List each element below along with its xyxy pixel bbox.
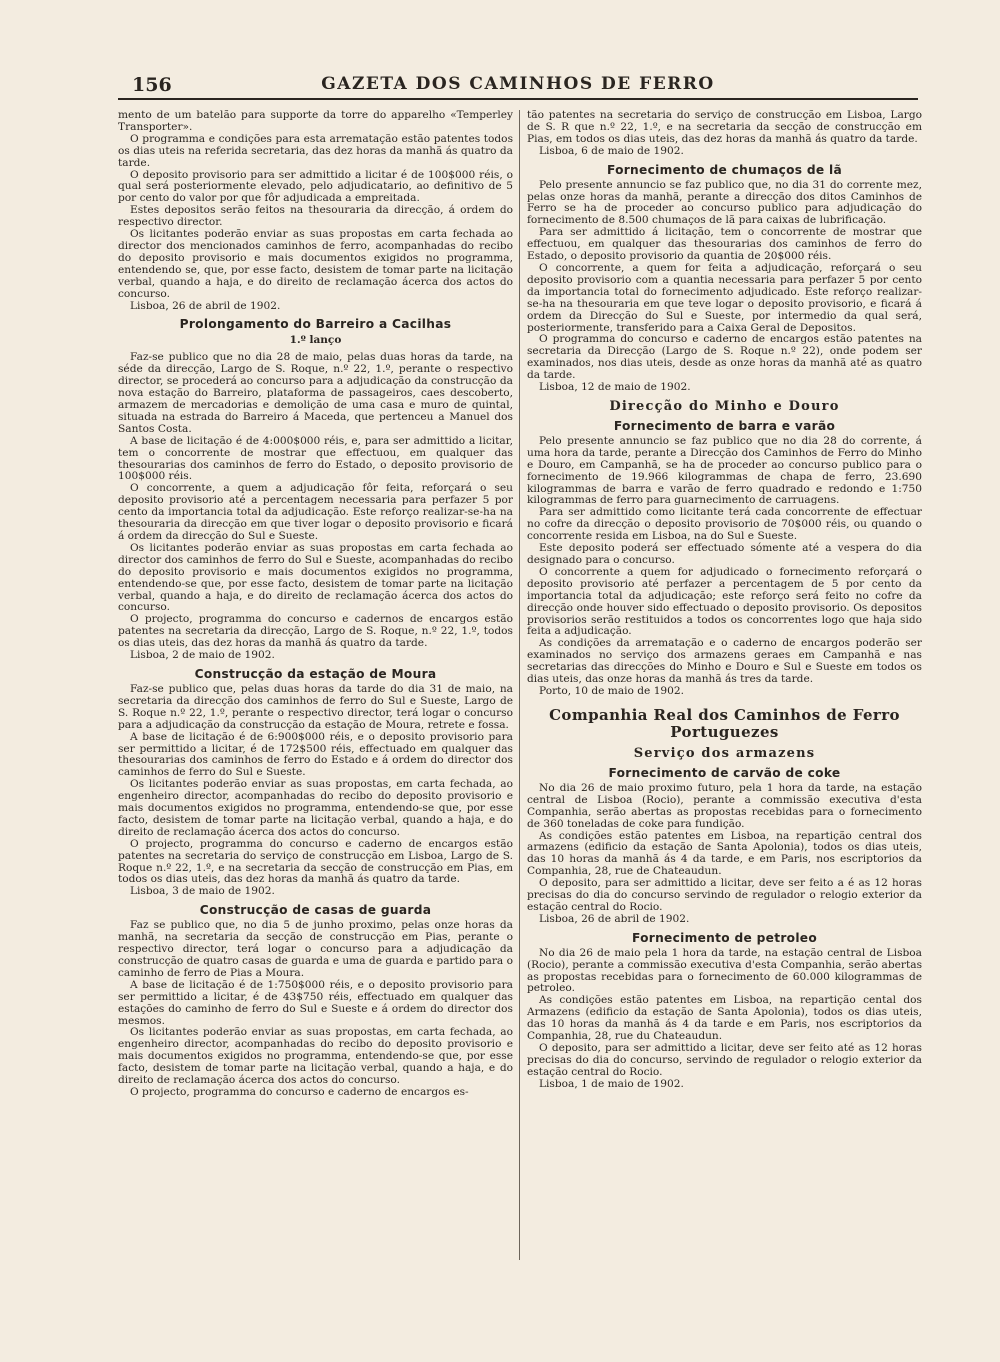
section-heading: Direcção do Minho e Douro	[609, 398, 840, 414]
column-divider	[519, 110, 520, 1260]
section-subheading: Fornecimento de petroleo	[631, 930, 818, 945]
section-heading: Construcção de casas de guarda	[199, 903, 432, 918]
paragraph: Para ser admittido como licitante terá cada concorrente de effectuar no cofre da direcção o deposito provisorio de 70$000 réis, ou quando o concorrente resida em Lisboa, na do Sul e Sueste.	[527, 506, 922, 543]
company-heading: Companhia Real dos Caminhos de Ferro Portuguezes	[549, 705, 900, 741]
section-heading: Fornecimento de chumaços de lã	[606, 162, 843, 177]
paragraph: A base de licitação é de 4:000$000 réis, e, para ser admittido a licitar, tem o concorrente de mostrar que effectuou, em qualquer das thesourarias dos caminhos de ferro do Estado, o deposito provisorio de 100$000 réis.	[118, 434, 513, 483]
paragraph: O concorrente, a quem a adjudicação fôr feita, reforçará o seu deposito provisorio até a percentagem necessaria para perfazer 5 por cento da importancia total da adjudicação. Este reforço realizar-se-ha na thesouraria da direcção em que tiver logar o deposito provisorio e ficará á ordem da direcção do Sul e Sueste.	[118, 482, 513, 542]
dateline: Lisboa, 1 de maio de 1902.	[539, 1077, 684, 1090]
paragraph: A base de licitação é de 6:900$000 réis, e o deposito provisorio para ser permittido a licitar, é de 172$500 réis, effectuado em qualquer das thesourarias dos caminhos de ferro do Estado e á ordem do director dos caminhos de ferro do Sul e Sueste.	[118, 730, 513, 779]
paragraph: As condições estão patentes em Lisboa, na repartição cental dos Armazens (edificio da estação de Santa Apolonia), todos os dias uteis, das 10 horas da manhã ás 4 da tarde e em Paris, nos escriptorios da Companhia, 28, rue du Chateaudun.	[527, 994, 922, 1043]
section-heading: Serviço dos armazens	[633, 745, 816, 761]
dateline: Lisboa, 26 de abril de 1902.	[539, 912, 690, 925]
dateline: Porto, 10 de maio de 1902.	[539, 684, 685, 697]
paragraph: mento de um batelão para supporte da torre do apparelho «Temperley Transporter».	[118, 109, 513, 133]
paragraph: No dia 26 de maio proximo futuro, pela 1 hora da tarde, na estação central de Lisboa (Rocio), perante a commissão executiva d'esta Companhia, serão abertas as propostas recebidas para o fornecimento de 360 toneladas de coke para fundição.	[527, 781, 922, 830]
paragraph: Os licitantes poderão enviar as suas propostas, em carta fechada, ao engenheiro director, acompanhadas do recibo do deposito provisorio e mais documentos exigidos no programma, entendendo-se que, por esse facto, desistem de tomar parte na licitação verbal, quando a haja, e do direito de reclamação ácerca dos actos do concurso.	[118, 1026, 513, 1087]
paragraph: Faz-se publico que, pelas duas horas da tarde do dia 31 de maio, na secretaria da direcção dos caminhos de ferro do Sul e Sueste, Largo de S. Roque n.º 22, 1.º, perante o respectivo director, terá logar o concurso para a adjudicação da construcção da estação de Moura, retrete e fossa.	[118, 682, 513, 731]
dateline: Lisboa, 26 de abril de 1902.	[130, 299, 281, 312]
paragraph: O concorrente, a quem for feita a adjudicação, reforçará o seu deposito provisorio com a quantia necessaria para perfazer 5 por cento da importancia total do fornecimento adjudicado. Este reforço realizar-se-ha na thesouraria em que teve logar o deposito provisorio, e ficará á ordem da Direcção do Sul e Sueste, por intermedio da qual será, posteriormente, transferido para a Caixa Geral de Depositos.	[527, 261, 922, 334]
paragraph: Os licitantes poderão enviar as suas propostas em carta fechada ao director dos caminhos de ferro do Sul e Sueste, acompanhadas do recibo do deposito provisorio e mais documentos exigidos no programma, entendendo-se que, por esse facto, desistem de tomar parte na licitação verbal, quando a haja, e do direito de reclamação ácerca dos actos do concurso.	[118, 541, 513, 614]
paragraph: As condições da arrematação e o caderno de encargos poderão ser examinados no serviço dos armazens geraes em Campanhã e nas secretarias das direcções do Minho e Douro e Sul e Sueste em todos os dias uteis, das onze horas da manhã ás tres da tarde.	[527, 637, 922, 686]
paragraph: Estes depositos serão feitos na thesouraria da direcção, á ordem do respectivo director.	[118, 204, 513, 229]
section-heading: Prolongamento do Barreiro a Cacilhas	[179, 317, 452, 332]
paragraph: Faz-se publico que no dia 28 de maio, pelas duas horas da tarde, na séde da direcção, Largo de S. Roque, n.º 22, 1.º, perante o respectivo director, se procederá ao concurso para a adjudicação da construcção da nova estação do Barreiro, plataforma de passageiros, caes descoberto, armazem de mercadorias e demolição de uma casa e muro de quintal, situada na estrada do Barreiro á Maceda, que pertenceu a Manuel dos Santos Costa.	[118, 351, 513, 435]
dateline: Lisboa, 3 de maio de 1902.	[130, 885, 275, 898]
paragraph: O deposito, para ser admittido a licitar, deve ser feito até as 12 horas precisas do dia do concurso, servindo de regulador o relogio exterior da estação central do Rocio.	[527, 1042, 922, 1078]
paragraph: Os licitantes poderão enviar as suas propostas em carta fechada ao director dos mencionados caminhos de ferro, acompanhadas do recibo do deposito provisorio e mais documentos exigidos no programma, entendendo se, que, por esse facto, desistem de tomar parte na licitação verbal, quando a haja, e do direito de reclamação ácerca dos actos do concurso.	[118, 228, 513, 300]
paragraph: As condições estão patentes em Lisboa, na repartição central dos armazens (edificio da estação de Santa Apolonia), todos os dias uteis, das 10 horas da manhã ás 4 da tarde, e em Paris, nos escriptorios da Companhia, 28, rue de Chateaudun.	[527, 829, 922, 878]
paragraph: Os licitantes poderão enviar as suas propostas, em carta fechada, ao engenheiro director, acompanhadas do recibo do deposito provisorio e mais documentos exigidos no programma, entendendo-se que, por esse facto, desistem de tomar parte na licitação verbal, quando a haja, e do direito de reclamação ácerca dos actos do concurso.	[118, 778, 513, 838]
paragraph: A base de licitação é de 1:750$000 réis, e o deposito provisorio para ser permittido a licitar, é de 43$750 réis, effectuado em qualquer das estações do caminho de ferro do Sul e Sueste e á ordem do director dos mesmos.	[118, 978, 513, 1027]
right-column	[527, 110, 922, 1093]
paragraph: O projecto, programma do concurso e caderno de encargos estão patentes na secretaria do serviço de construcção em Lisboa, Largo de S. Roque n.º 22, 1.º, e na secretaria da secção de construcção em Pias, em todos os dias uteis, das dez horas da manhã ás quatro da tarde.	[118, 837, 513, 886]
paragraph: O concorrente a quem for adjudicado o fornecimento reforçará o deposito provisorio até perfazer a percentagem de 5 por cento da importancia total da adjudicação; este reforço será feito no cofre da direcção onde houver sido effectuado o deposito provisorio. Os depositos provisorios serão restituidos a todos os concorrentes logo que haja sido feita a adjudicação.	[527, 565, 922, 638]
paragraph: O programma e condições para esta arrematação estão patentes todos os dias uteis na referida secretaria, das dez horas da manhã ás quatro da tarde.	[118, 132, 513, 169]
running-title: GAZETA DOS CAMINHOS DE FERRO	[321, 74, 715, 94]
paragraph: Faz se publico que, no dia 5 de junho proximo, pelas onze horas da manhã, na secretaria da secção de construcção em Pias, perante o respectivo director, terá logar o concurso para a adjudicação da construcção de quatro casas de guarda e uma de guarda e partido para o caminho de ferro de Pias a Moura.	[118, 919, 513, 979]
paragraph: No dia 26 de maio pela 1 hora da tarde, na estação central de Lisboa (Rocio), perante a commissão executiva d'esta Companhia, serão abertas as propostas recebidas para o fornecimento de 60.000 kilogrammas de petroleo.	[527, 946, 922, 995]
paragraph: tão patentes na secretaria do serviço de construcção em Lisboa, Largo de S. R que n.º 22, 1.º, e na secretaria da secção de construcção em Pias, em todos os dias uteis, das dez horas da manhã ás quatro da tarde.	[527, 109, 922, 145]
paragraph: Pelo presente annuncio se faz publico que, no dia 31 do corrente mez, pelas onze horas da manhã, perante a direcção dos ditos Caminhos de Ferro se ha de proceder ao concurso publico para adjudicação do fornecimento de 8.500 chumaços de lã para caixas de lubrificação.	[527, 178, 922, 227]
dateline: Lisboa, 2 de maio de 1902.	[130, 649, 275, 662]
dateline: Lisboa, 12 de maio de 1902.	[539, 381, 691, 394]
paragraph: O deposito provisorio para ser admittido a licitar é de 100$000 réis, o qual será posteriormente elevado, pelo adjudicatario, ao definitivo de 5 por cento do valor por que fôr adjudicada a empreitada.	[118, 168, 513, 205]
section-subheading: 1.º lanço	[289, 334, 342, 347]
paragraph: O projecto, programma do concurso e cadernos de encargos estão patentes na secretaria da direcção, Largo de S. Roque, n.º 22, 1.º, todos os dias uteis, das dez horas da manhã ás quatro da tarde.	[118, 613, 513, 650]
page-number: 156	[132, 74, 172, 96]
section-subheading: Fornecimento de carvão de coke	[608, 765, 841, 780]
paragraph: Pelo presente annuncio se faz publico que no dia 28 do corrente, á uma hora da tarde, perante a Direcção dos Caminhos de Ferro do Minho e Douro, em Campanhã, se ha de proceder ao concurso publico para o fornecimento de 19.966 kilogrammas de chapa de ferro, 23.690 kilogrammas de barra e varão de ferro quadrado e redondo e 1:750 kilogrammas de ferro para guarnecimento de carruagens.	[527, 434, 922, 507]
paragraph: O projecto, programma do concurso e caderno de encargos es-	[130, 1085, 469, 1098]
dateline: Lisboa, 6 de maio de 1902.	[539, 144, 684, 157]
paragraph: Este deposito poderá ser effectuado sómente até a vespera do dia designado para o concurso.	[527, 542, 922, 566]
page-header	[118, 74, 918, 100]
paragraph: O programma do concurso e caderno de encargos estão patentes na secretaria da Direcção (Largo de S. Roque n.º 22), onde podem ser examinados, nos dias uteis, desde as onze horas da manhã até as quatro da tarde.	[527, 333, 922, 382]
paragraph: Para ser admittido á licitação, tem o concorrente de mostrar que effectuou, em qualquer das thesourarias dos caminhos de ferro do Estado, o deposito provisorio da quantia de 20$000 réis.	[527, 226, 922, 263]
section-heading: Construcção da estação de Moura	[194, 666, 437, 681]
section-subheading: Fornecimento de barra e varão	[613, 418, 836, 433]
left-column	[118, 110, 513, 1099]
paragraph: O deposito, para ser admittido a licitar, deve ser feito a é as 12 horas precisas do dia do concurso servindo de regulador o relogio exterior da estação central do Rocio.	[527, 877, 922, 913]
